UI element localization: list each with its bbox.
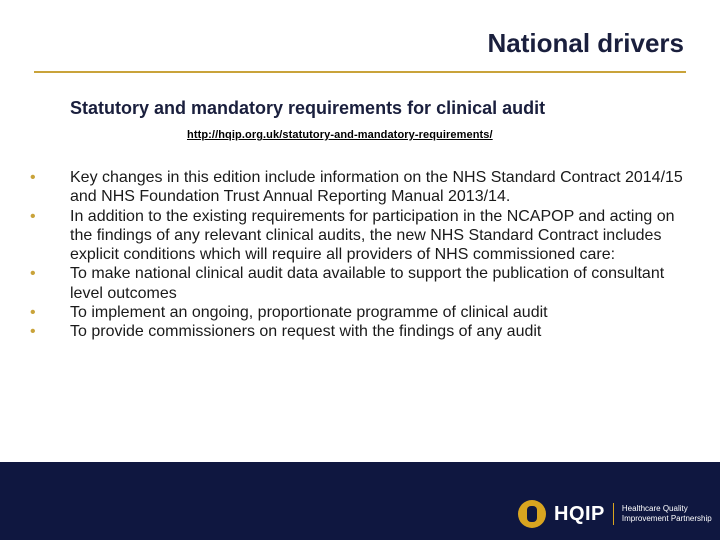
tagline-line-2: Improvement Partnership xyxy=(621,514,712,523)
bullet-list xyxy=(30,168,690,342)
bullet-text: In addition to the existing requirements for participation in the NCAPOP and acting on the findings of any relevant clinical audits, the new NHS Standard Contract includes explicit conditions which will require all providers of NHS commissioned care: xyxy=(70,207,675,264)
bullet-item xyxy=(30,322,690,341)
logo-divider xyxy=(613,503,614,525)
hqip-logo-icon xyxy=(518,500,546,528)
bullet-text: Key changes in this edition include information on the NHS Standard Contract 2014/15 and NHS Foundation Trust Annual Reporting Manual 2013/14. xyxy=(70,169,683,206)
bullet-text: To provide commissioners on request with the findings of any audit xyxy=(70,323,542,341)
bullet-icon: • xyxy=(30,207,36,225)
bullet-item xyxy=(30,264,690,303)
tagline-line-1: Healthcare Quality xyxy=(621,504,688,513)
section-subtitle: Statutory and mandatory requirements for clinical audit xyxy=(70,98,546,118)
logo-tagline xyxy=(622,504,712,524)
bullet-item xyxy=(30,207,690,265)
bullet-text: To make national clinical audit data available to support the publication of consultant level outcomes xyxy=(70,265,665,302)
bullet-text: To implement an ongoing, proportionate programme of clinical audit xyxy=(70,304,548,322)
hqip-logo xyxy=(518,500,712,528)
bullet-icon: • xyxy=(30,304,36,322)
bullet-icon: • xyxy=(30,169,36,186)
title-divider xyxy=(34,71,686,73)
requirements-link[interactable]: http://hqip.org.uk/statutory-and-mandatory-requirements/ xyxy=(187,129,493,141)
bullet-item xyxy=(30,303,690,322)
logo-text: HQIP xyxy=(554,502,605,525)
bullet-icon: • xyxy=(30,265,36,283)
bullet-item xyxy=(30,168,690,207)
slide-title: National drivers xyxy=(487,28,684,58)
bullet-icon: • xyxy=(30,323,36,341)
